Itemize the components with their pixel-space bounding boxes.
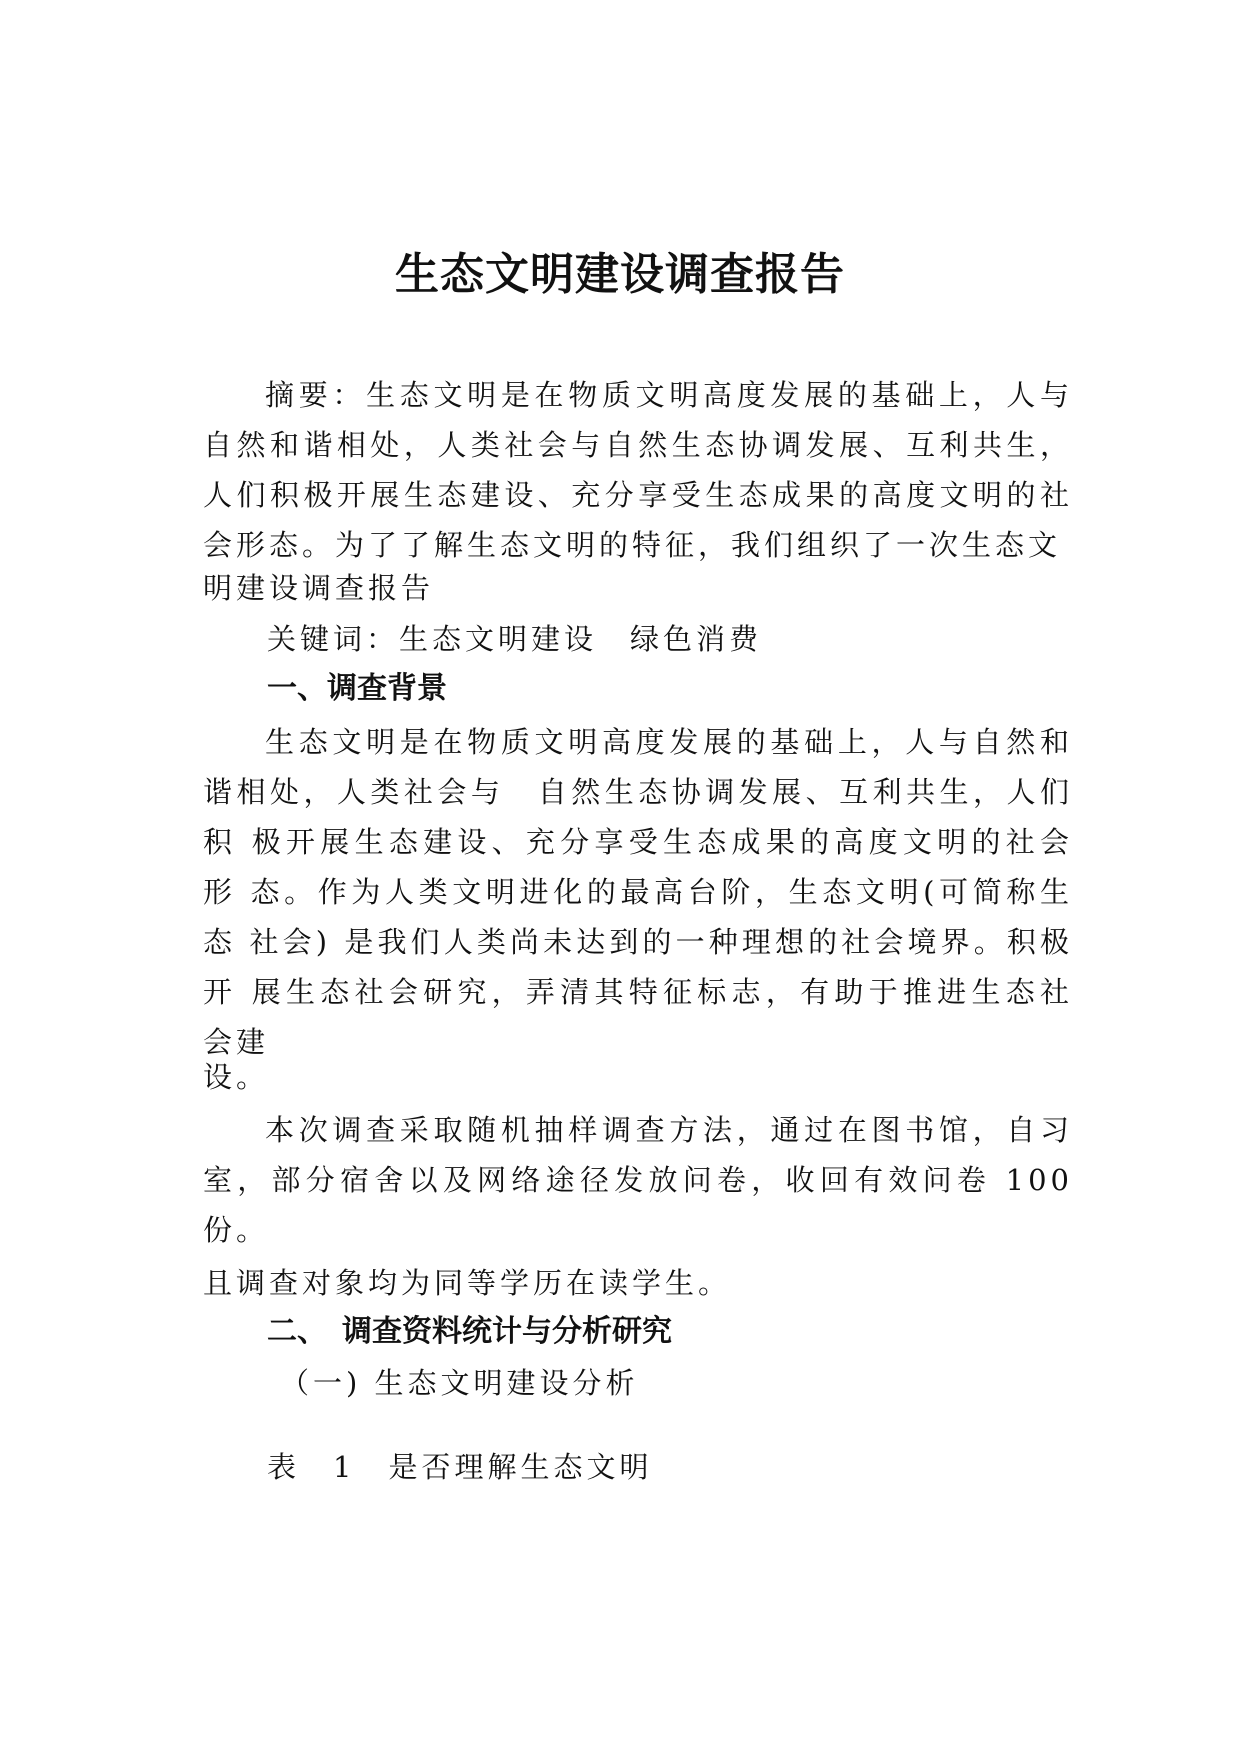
background-paragraph: 生态文明是在物质文明高度发展的基础上，人与自然和谐相处，人类社会与 自然生态协调发展、互利共生，人们积 极开展生态建设、充分享受生态成果的高度文明的社会形 态。作为人类文明进化的最高台阶，生态文明(可简称生态 社会) 是我们人类尚未达到的一种理想的社会境界。积极开 展生态社会研究，弄清其特征标志，有助于推进生态社会建 [203, 725, 1073, 1059]
section-heading-analysis: 二、 调查资料统计与分析研究 [267, 1314, 672, 1349]
table-caption: 表 1 是否理解生态文明 [267, 1450, 653, 1484]
section-heading-background: 一、调查背景 [267, 671, 447, 706]
keywords-line: 关键词：生态文明建设 绿色消费 [267, 622, 763, 656]
abstract-continuation: 明建设调查报告 [203, 571, 435, 605]
background-paragraph-end: 设。 [203, 1060, 270, 1094]
document-title: 生态文明建设调查报告 [395, 249, 845, 300]
abstract-paragraph: 摘要：生态文明是在物质文明高度发展的基础上，人与自然和谐相处，人类社会与自然生态协调发展、互利共生，人们积极开展生态建设、充分享受生态成果的高度文明的社会形态。为了了解生态文明的特征，我们组织了一次生态文 [203, 378, 1073, 562]
method-paragraph: 本次调查采取随机抽样调查方法，通过在图书馆，自习室，部分宿舍以及网络途径发放问卷，收回有效问卷 100 份。 [203, 1113, 1073, 1247]
subsection-heading: （一) 生态文明建设分析 [280, 1366, 639, 1400]
subjects-line: 且调查对象均为同等学历在读学生。 [203, 1266, 732, 1300]
